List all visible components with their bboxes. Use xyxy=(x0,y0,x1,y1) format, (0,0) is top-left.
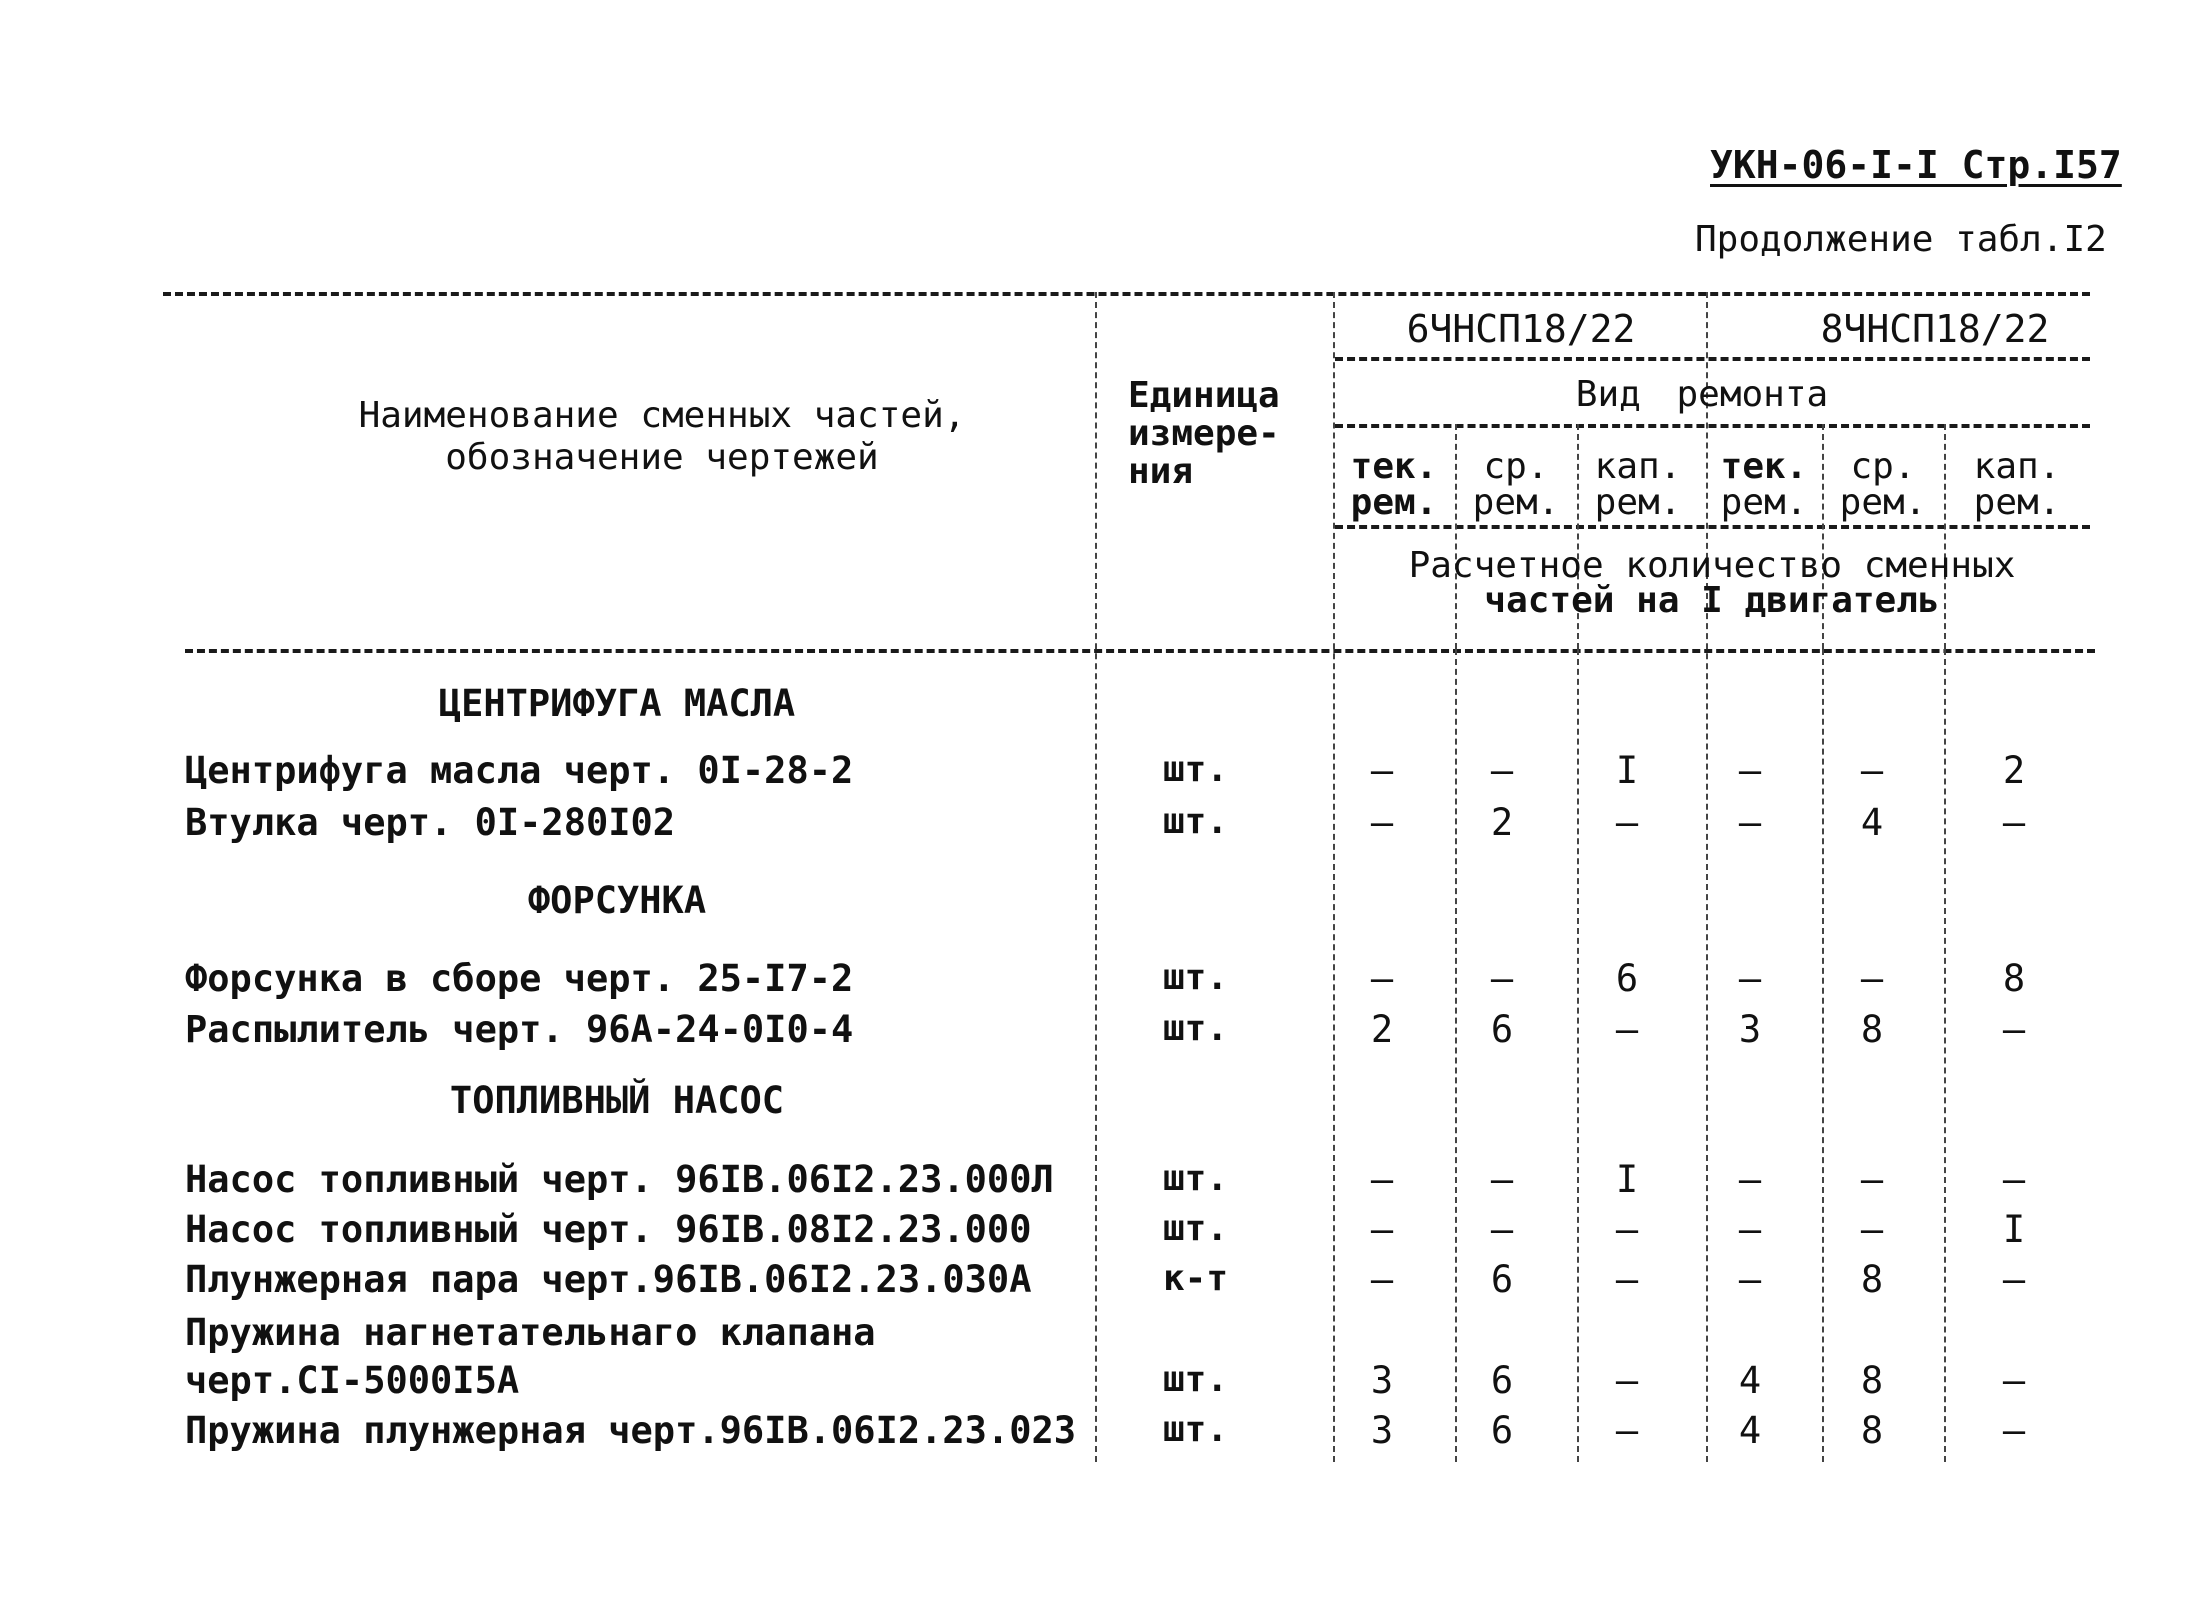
header-bottom-rule xyxy=(185,649,2095,653)
row-value: – xyxy=(1738,801,1762,844)
row-value: – xyxy=(1738,749,1762,792)
row-value: 8 xyxy=(1860,1258,1884,1301)
row-value: 3 xyxy=(1370,1359,1394,1402)
row-value: 4 xyxy=(1738,1409,1762,1452)
row-value: I xyxy=(2002,1208,2026,1251)
row-value: – xyxy=(1490,957,1514,1000)
row-value: – xyxy=(2002,1258,2026,1301)
row-value: – xyxy=(1615,1008,1639,1051)
row-value: 3 xyxy=(1738,1008,1762,1051)
row-value: – xyxy=(1860,749,1884,792)
subcol-6-line-1: кап. xyxy=(1973,446,2061,487)
values-left-border xyxy=(1333,292,1335,1462)
name-column-header-line-2: обозначение чертежей xyxy=(445,437,879,478)
row-value: – xyxy=(2002,1359,2026,1402)
repair-type-rule xyxy=(1335,424,2090,428)
continuation-label: Продолжение табл.I2 xyxy=(1695,219,2107,260)
subcol-5-line-1: ср. xyxy=(1850,446,1916,487)
row-unit: шт. xyxy=(1163,957,1229,998)
unit-column-header-line-3: ния xyxy=(1128,451,1194,492)
row-value: – xyxy=(1490,1208,1514,1251)
row-value: – xyxy=(1615,1258,1639,1301)
row-value: – xyxy=(1615,1409,1639,1452)
row-unit: шт. xyxy=(1163,801,1229,842)
subcolumn-rule xyxy=(1335,525,2090,529)
row-value: – xyxy=(2002,1158,2026,1201)
row-value: 6 xyxy=(1490,1008,1514,1051)
col-border-1-body xyxy=(1455,649,1457,1462)
row-unit: шт. xyxy=(1163,1008,1229,1049)
row-value: 6 xyxy=(1490,1409,1514,1452)
row-value: – xyxy=(1615,1208,1639,1251)
row-value: – xyxy=(1738,1258,1762,1301)
row-value: – xyxy=(1738,957,1762,1000)
row-value: – xyxy=(1860,1158,1884,1201)
row-value: – xyxy=(2002,1008,2026,1051)
row-value: 4 xyxy=(1860,801,1884,844)
subcol-5-line-2: рем. xyxy=(1839,482,1927,523)
row-value: – xyxy=(1738,1208,1762,1251)
row-name: Форсунка в сборе черт. 25-I7-2 xyxy=(185,957,854,1000)
name-column-header-line-1: Наименование сменных частей, xyxy=(358,395,966,436)
row-value: – xyxy=(1490,749,1514,792)
engine-split-border xyxy=(1706,292,1708,1462)
section-title: ТОПЛИВНЫЙ НАСОС xyxy=(449,1079,785,1122)
unit-column-left-border xyxy=(1095,292,1097,1462)
unit-column-header-line-2: измере- xyxy=(1128,413,1280,454)
table-top-rule xyxy=(163,292,2090,296)
row-value: – xyxy=(1370,1208,1394,1251)
row-value: – xyxy=(1370,1258,1394,1301)
row-value: 2 xyxy=(1490,801,1514,844)
engine-header-rule xyxy=(1335,357,2090,361)
repair-type-header: Вид ремонта xyxy=(1575,374,1829,415)
row-value: 3 xyxy=(1370,1409,1394,1452)
subcol-2-line-2: рем. xyxy=(1472,482,1560,523)
row-unit: к-т xyxy=(1163,1258,1229,1299)
subcol-3-line-1: кап. xyxy=(1594,446,1682,487)
row-name: Пружина нагнетательнаго клапана xyxy=(185,1311,876,1354)
row-name: Распылитель черт. 96А-24-0I0-4 xyxy=(185,1008,854,1051)
row-value: – xyxy=(1370,749,1394,792)
row-value: 2 xyxy=(2002,749,2026,792)
row-name: черт.СI-5000I5А xyxy=(185,1359,520,1402)
col-border-1 xyxy=(1455,424,1457,649)
row-name: Центрифуга масла черт. 0I-28-2 xyxy=(185,749,854,792)
row-name: Плунжерная пара черт.96IB.06I2.23.030А xyxy=(185,1258,1032,1301)
document-code: УКН-06-I-I Стр.I57 xyxy=(1710,143,2122,187)
subcol-6-line-2: рем. xyxy=(1973,482,2061,523)
calc-header-line-2: частей на I двигатель xyxy=(1484,580,1940,621)
col-border-5-body xyxy=(1944,649,1946,1462)
row-value: – xyxy=(1370,801,1394,844)
row-unit: шт. xyxy=(1163,1359,1229,1400)
row-value: 2 xyxy=(1370,1008,1394,1051)
engine-header-8: 8ЧНСП18/22 xyxy=(1820,307,2050,351)
row-value: – xyxy=(1738,1158,1762,1201)
row-value: 8 xyxy=(1860,1359,1884,1402)
row-value: 8 xyxy=(1860,1409,1884,1452)
subcol-3-line-2: рем. xyxy=(1594,482,1682,523)
row-value: – xyxy=(2002,1409,2026,1452)
col-border-2-body xyxy=(1577,649,1579,1462)
row-unit: шт. xyxy=(1163,1409,1229,1450)
subcol-4-line-1: тек. xyxy=(1720,446,1808,487)
row-value: – xyxy=(1370,957,1394,1000)
row-unit: шт. xyxy=(1163,1158,1229,1199)
row-value: I xyxy=(1615,749,1639,792)
row-name: Втулка черт. 0I-280I02 xyxy=(185,801,676,844)
row-name: Насос топливный черт. 96IB.06I2.23.000Л xyxy=(185,1158,1054,1201)
row-value: 8 xyxy=(2002,957,2026,1000)
engine-header-6: 6ЧНСП18/22 xyxy=(1406,307,1636,351)
row-unit: шт. xyxy=(1163,749,1229,790)
section-title: ЦЕНТРИФУГА МАСЛА xyxy=(438,682,796,725)
row-value: – xyxy=(1615,1359,1639,1402)
row-value: – xyxy=(1860,957,1884,1000)
unit-column-header-line-1: Единица xyxy=(1128,375,1280,416)
row-value: 8 xyxy=(1860,1008,1884,1051)
calc-header-line-1: Расчетное количество сменных xyxy=(1408,545,2016,586)
row-value: 4 xyxy=(1738,1359,1762,1402)
row-value: I xyxy=(1615,1158,1639,1201)
row-value: – xyxy=(1490,1158,1514,1201)
subcol-2-line-1: ср. xyxy=(1483,446,1549,487)
row-name: Насос топливный черт. 96IB.08I2.23.000 xyxy=(185,1208,1032,1251)
row-value: 6 xyxy=(1490,1359,1514,1402)
row-value: – xyxy=(1615,801,1639,844)
row-unit: шт. xyxy=(1163,1208,1229,1249)
row-value: – xyxy=(1370,1158,1394,1201)
subcol-4-line-2: рем. xyxy=(1720,482,1808,523)
row-value: 6 xyxy=(1490,1258,1514,1301)
row-value: – xyxy=(2002,801,2026,844)
section-title: ФОРСУНКА xyxy=(527,879,707,922)
row-value: 6 xyxy=(1615,957,1639,1000)
subcol-1-line-1: тек. xyxy=(1350,446,1438,487)
subcol-1-line-2: рем. xyxy=(1350,482,1438,523)
col-border-4-body xyxy=(1822,649,1824,1462)
row-name: Пружина плунжерная черт.96IB.06I2.23.023 xyxy=(185,1409,1077,1452)
col-border-5 xyxy=(1944,424,1946,649)
row-value: – xyxy=(1860,1208,1884,1251)
